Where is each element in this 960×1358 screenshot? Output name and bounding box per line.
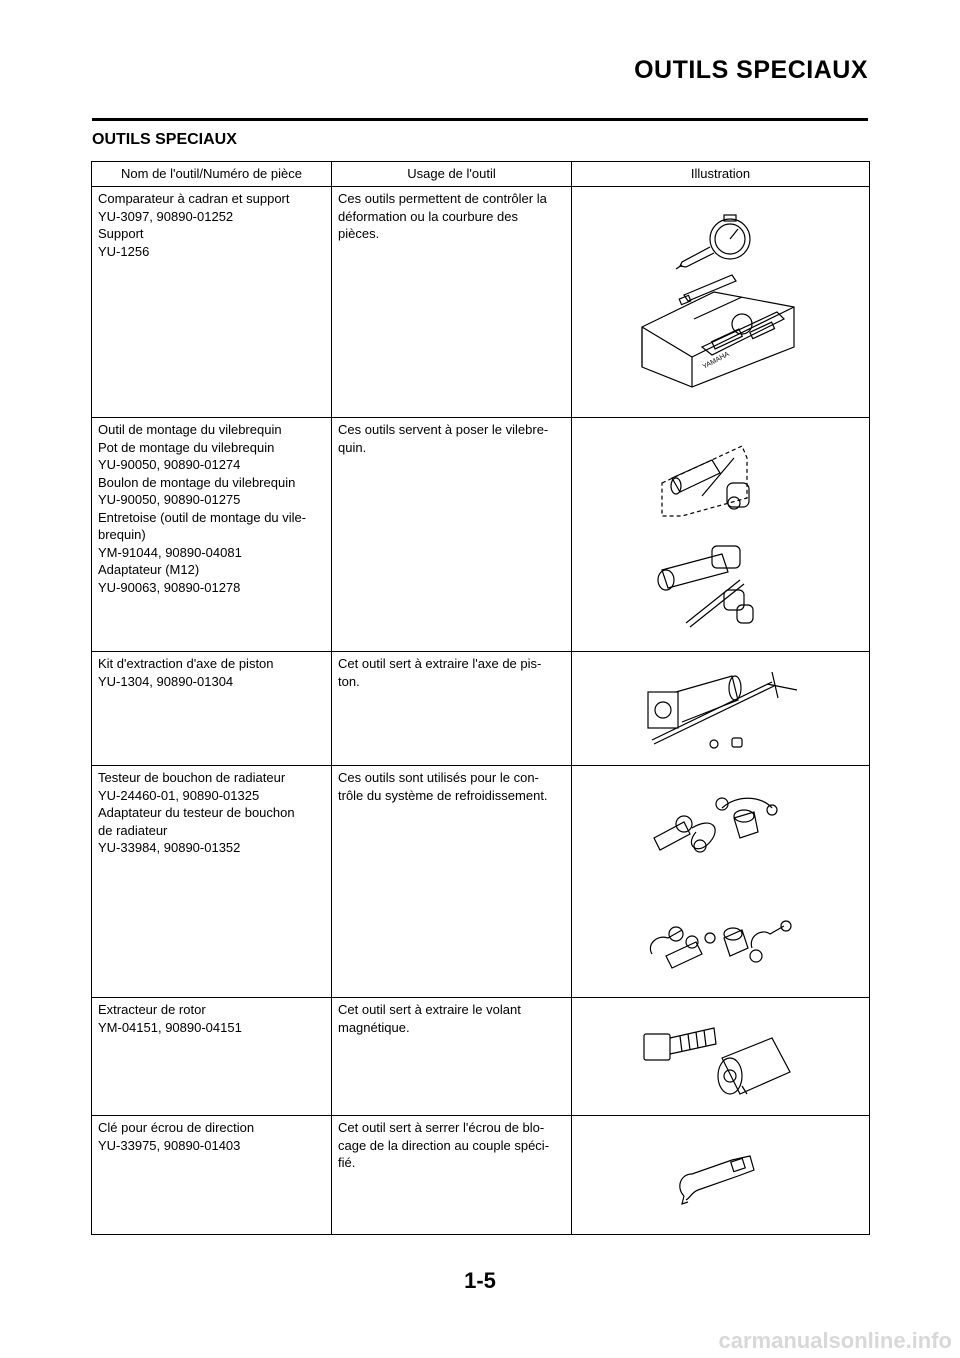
- crankshaft-installer-illustration: [572, 418, 868, 650]
- tool-name-line: YU-1304, 90890-01304: [98, 673, 234, 689]
- tool-name-line: YM-04151, 90890-04151: [98, 1019, 242, 1035]
- tool-name-cell: [92, 766, 332, 998]
- table-header-row: [92, 162, 870, 187]
- tool-name-line: YU-33984, 90890-01352: [98, 840, 241, 855]
- radiator-cap-tester-illustration: [572, 766, 868, 996]
- tool-illustration-cell: [572, 998, 870, 1116]
- tool-name-line: YU-90063, 90890-01278: [98, 579, 241, 595]
- column-header-usage: Usage de l'outil: [332, 162, 572, 187]
- table-row: [92, 998, 870, 1116]
- table-row: [92, 418, 870, 652]
- tool-usage-line: ton.: [338, 673, 360, 689]
- watermark: carmanualsonline.info: [718, 1328, 952, 1353]
- rotor-puller-illustration: [572, 998, 868, 1114]
- tool-name-line: Kit d'extraction d'axe de piston: [98, 656, 274, 671]
- tool-usage-cell: [332, 187, 572, 418]
- tool-illustration-cell: [572, 652, 870, 766]
- tool-name-line: Pot de montage du vilebrequin: [98, 439, 275, 455]
- tool-name-line: Adaptateur (M12): [98, 562, 200, 577]
- tool-name-cell: [92, 652, 332, 766]
- page-number: 1-5: [464, 1268, 496, 1293]
- tool-name-line: Comparateur à cadran et support: [98, 191, 290, 206]
- tool-usage-cell: [332, 652, 572, 766]
- section-title: OUTILS SPECIAUX: [92, 131, 237, 148]
- tool-usage-line: fié.: [338, 1155, 356, 1170]
- tool-name-line: Testeur de bouchon de radiateur: [98, 770, 286, 785]
- column-header-name: Nom de l'outil/Numéro de pièce: [92, 162, 332, 187]
- table-row: [92, 187, 870, 418]
- svg-text:YAMAHA: YAMAHA: [701, 350, 731, 371]
- tool-name-line: YU-33975, 90890-01403: [98, 1137, 241, 1153]
- tool-usage-line: Cet outil sert à extraire l'axe de pis-: [338, 656, 542, 671]
- tool-usage-cell: [332, 998, 572, 1116]
- tool-name-cell: [92, 418, 332, 652]
- tool-name-line: YM-91044, 90890-04081: [98, 544, 242, 560]
- tool-name-cell: [92, 187, 332, 418]
- tool-name-line: Outil de montage du vilebrequin: [98, 422, 282, 437]
- tool-usage-line: Ces outils servent à poser le vilebre-: [338, 422, 549, 437]
- tool-usage-cell: [332, 1116, 572, 1235]
- tool-usage-cell: [332, 418, 572, 652]
- header-rule: [92, 118, 868, 121]
- tool-usage-line: Ces outils sont utilisés pour le con-: [338, 770, 539, 785]
- tool-usage-cell: [332, 766, 572, 998]
- tool-usage-line: magnétique.: [338, 1019, 410, 1035]
- tool-name-cell: [92, 998, 332, 1116]
- tool-usage-line: quin.: [338, 439, 367, 455]
- tool-usage-line: Cet outil sert à serrer l'écrou de blo-: [338, 1120, 545, 1135]
- tool-usage-line: pièces.: [338, 226, 380, 241]
- special-tools-table: [91, 161, 870, 1235]
- tool-name-line: Extracteur de rotor: [98, 1002, 206, 1017]
- tool-usage-line: cage de la direction au couple spéci-: [338, 1137, 550, 1153]
- tool-name-line: Clé pour écrou de direction: [98, 1120, 255, 1135]
- tool-name-line: Support: [98, 226, 144, 241]
- tool-illustration-cell: [572, 187, 870, 418]
- tool-name-line: Adaptateur du testeur de bouchon: [98, 805, 295, 820]
- tool-name-cell: [92, 1116, 332, 1235]
- tool-name-line: YU-90050, 90890-01275: [98, 492, 241, 507]
- tool-illustration-cell: [572, 418, 870, 652]
- tool-name-line: YU-24460-01, 90890-01325: [98, 787, 260, 803]
- page-header-title: OUTILS SPECIAUX: [634, 56, 868, 84]
- tool-name-line: YU-90050, 90890-01274: [98, 457, 241, 472]
- piston-pin-puller-illustration: [572, 652, 868, 764]
- tool-illustration-cell: [572, 1116, 870, 1235]
- tool-name-line: YU-3097, 90890-01252: [98, 208, 234, 224]
- tool-usage-line: déformation ou la courbure des: [338, 208, 518, 224]
- table-row: [92, 766, 870, 998]
- tool-name-line: Boulon de montage du vilebrequin: [98, 474, 296, 490]
- tool-usage-line: trôle du système de refroidissement.: [338, 787, 548, 803]
- dial-gauge-set-illustration: [572, 187, 868, 416]
- tool-name-line: Entretoise (outil de montage du vile-: [98, 509, 307, 525]
- column-header-illustration: Illustration: [572, 162, 870, 187]
- tool-illustration-cell: [572, 766, 870, 998]
- tool-name-line: YU-1256: [98, 243, 150, 259]
- tool-name-line: brequin): [98, 527, 146, 542]
- tool-name-line: de radiateur: [98, 822, 168, 838]
- table-row: [92, 1116, 870, 1235]
- tool-usage-line: Cet outil sert à extraire le volant: [338, 1002, 521, 1017]
- tool-usage-line: Ces outils permettent de contrôler la: [338, 191, 547, 206]
- table-row: [92, 652, 870, 766]
- steering-nut-wrench-illustration: [572, 1116, 868, 1233]
